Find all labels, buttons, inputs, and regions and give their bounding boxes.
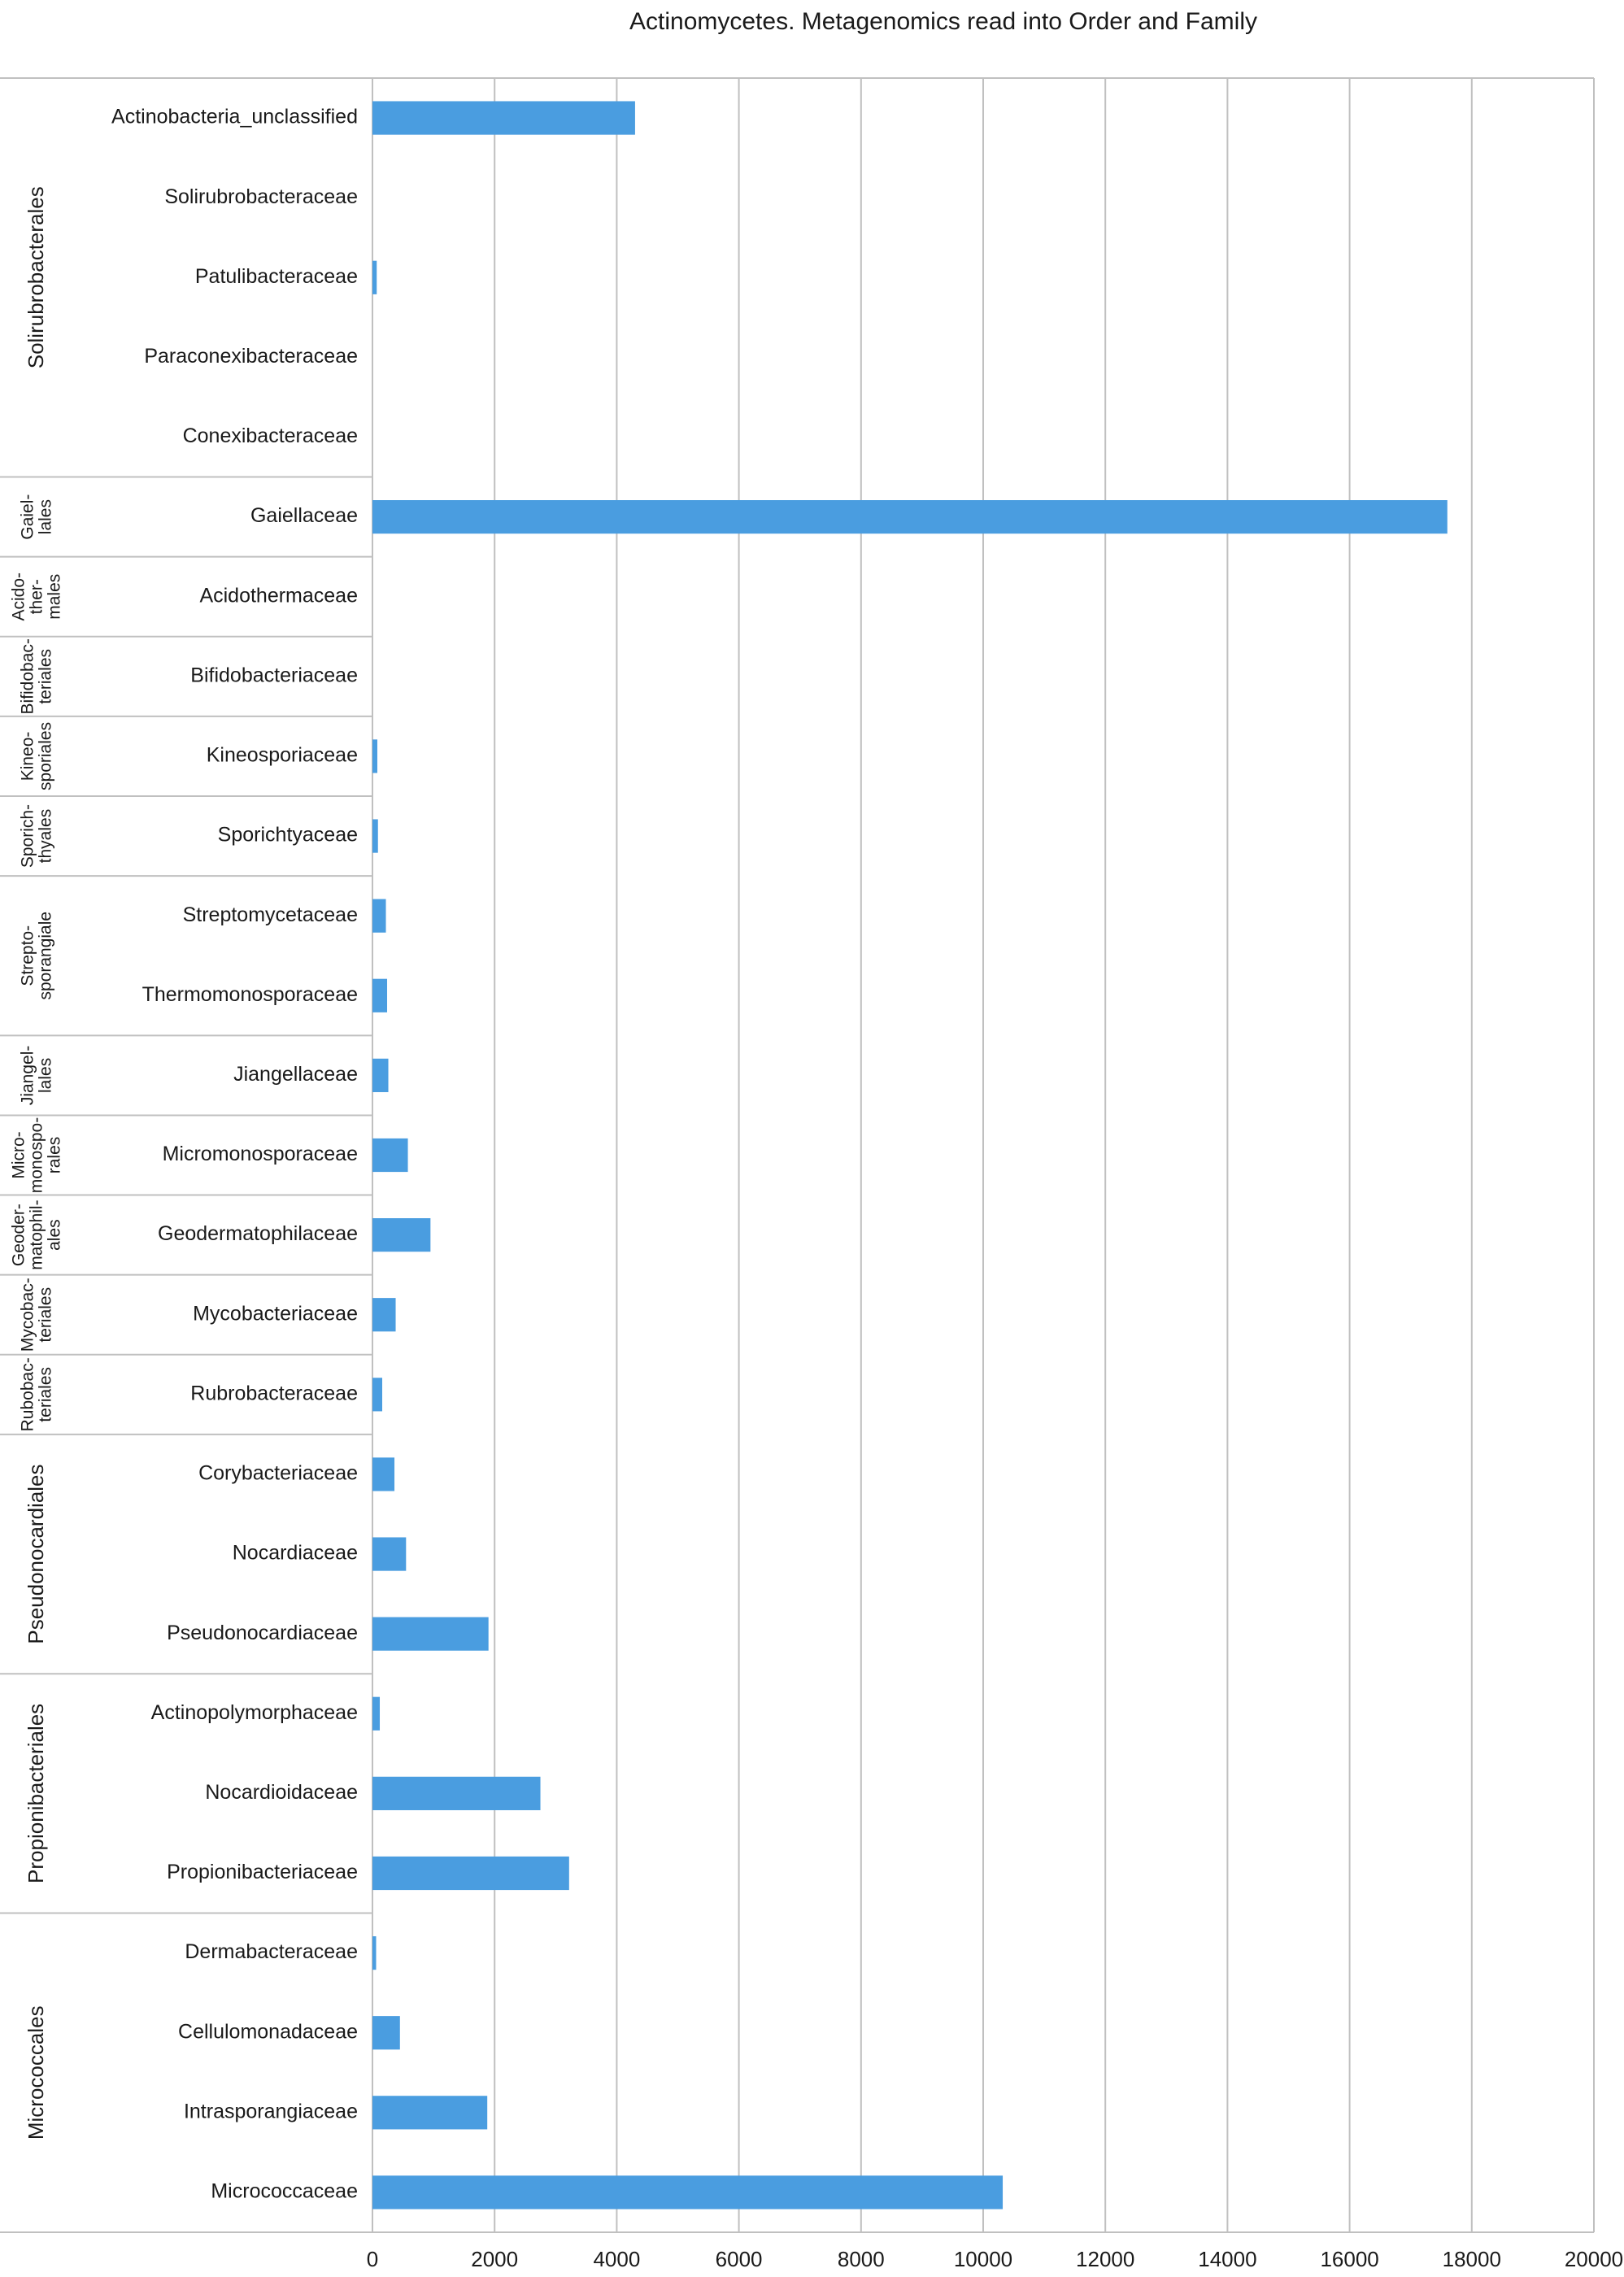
bars (372, 101, 1448, 2209)
group-label-line: Kineo- (18, 731, 37, 781)
group-label-line: sporiales (36, 721, 55, 790)
group-label-11 (18, 1357, 54, 1431)
category-label-20: Actinopolymorphaceae (150, 1700, 358, 1724)
bar-26 (372, 2175, 1003, 2209)
bar-19 (372, 1617, 489, 1651)
category-label-1: Solirubrobacteraceae (164, 185, 358, 208)
category-label-9: Sporichtyaceae (217, 823, 358, 847)
bar-15 (372, 1298, 396, 1331)
bar-25 (372, 2096, 487, 2129)
group-label-14 (24, 2005, 48, 2140)
category-label-8: Kineosporiaceae (206, 743, 358, 767)
bar-10 (372, 899, 386, 933)
category-labels (111, 106, 358, 2203)
group-label-line: ther- (27, 579, 46, 615)
category-label-0: Actinobacteria_unclassified (111, 105, 358, 128)
group-label-line: sporangiale (36, 911, 55, 1000)
category-label-21: Nocardioidaceae (205, 1780, 358, 1804)
group-label-line: Sporich- (18, 803, 37, 869)
x-axis-tick-labels (367, 2247, 1623, 2271)
bar-9 (372, 819, 378, 852)
category-label-7: Bifidobacteriaceae (190, 664, 358, 687)
group-label-line: lales (36, 499, 55, 535)
category-label-19: Pseudonocardiaceae (167, 1621, 358, 1644)
group-label-7 (18, 1046, 54, 1106)
group-label-line: lales (36, 1057, 55, 1093)
group-label-10 (18, 1278, 54, 1352)
group-label-line: Pseudonocardiales (24, 1464, 49, 1644)
x-tick-label-0: 0 (366, 2247, 379, 2271)
group-label-line: Geoder- (9, 1204, 28, 1267)
group-label-line: teriales (36, 1366, 55, 1422)
group-label-1 (18, 494, 54, 540)
group-label-line: Acido- (9, 572, 28, 621)
group-label-line: Mycobac- (18, 1278, 37, 1352)
group-label-line: teriales (36, 1287, 55, 1343)
group-label-6 (18, 912, 54, 1000)
group-label-line: Gaiel- (18, 494, 37, 540)
bar-21 (372, 1777, 541, 1810)
group-label-line: Bifidobac- (18, 638, 37, 715)
x-tick-label-8: 16000 (1320, 2247, 1379, 2271)
chart-title: Actinomycetes. Metagenomics read into Order and Family (629, 8, 1257, 35)
group-label-line: Micro- (9, 1131, 28, 1179)
x-tick-label-5: 10000 (953, 2247, 1013, 2271)
group-label-3 (18, 638, 54, 714)
bar-13 (372, 1138, 408, 1172)
category-label-23: Dermabacteraceae (185, 1940, 358, 1964)
group-label-line: Rubobac- (18, 1357, 37, 1432)
x-tick-label-4: 8000 (837, 2247, 885, 2271)
group-label-line: Solirubrobacterales (24, 186, 49, 369)
grid (372, 78, 1594, 2232)
group-label-line: rales (45, 1136, 64, 1174)
category-label-15: Mycobacteriaceae (193, 1302, 358, 1326)
bar-14 (372, 1218, 430, 1252)
x-tick-label-9: 18000 (1442, 2247, 1501, 2271)
bar-24 (372, 2016, 400, 2049)
group-label-line: Micrococcales (24, 2005, 49, 2140)
category-label-4: Conexibacteraceae (182, 424, 358, 448)
group-label-4 (18, 722, 54, 790)
bar-2 (372, 261, 377, 294)
x-tick-label-1: 2000 (471, 2247, 519, 2271)
group-label-line: monospo- (27, 1117, 46, 1194)
category-label-2: Patulibacteraceae (194, 264, 358, 288)
group-label-13 (24, 1704, 48, 1883)
group-label-line: teriales (36, 648, 55, 704)
x-tick-label-7: 14000 (1198, 2247, 1257, 2271)
group-label-8 (9, 1117, 63, 1193)
category-label-12: Jiangellaceae (233, 1062, 358, 1086)
group-label-line: matophil- (27, 1199, 46, 1270)
category-label-25: Intrasporangiaceae (183, 2100, 358, 2123)
group-label-5 (18, 804, 54, 868)
x-tick-label-2: 4000 (593, 2247, 641, 2271)
group-label-0 (24, 186, 48, 368)
group-label-12 (24, 1464, 48, 1644)
group-label-line: thyales (36, 808, 55, 864)
bar-17 (372, 1457, 394, 1491)
category-label-13: Micromonosporaceae (162, 1143, 358, 1166)
category-label-14: Geodermatophilaceae (158, 1222, 358, 1246)
bar-5 (372, 500, 1448, 533)
group-label-2 (9, 573, 63, 621)
category-label-6: Acidothermaceae (199, 584, 358, 607)
category-label-3: Paraconexibacteraceae (144, 344, 358, 368)
category-label-18: Nocardiaceae (232, 1541, 358, 1565)
category-label-24: Cellulomonadaceae (178, 2020, 358, 2044)
x-tick-label-10: 20000 (1564, 2247, 1624, 2271)
group-label-line: Propionibacteriales (24, 1703, 49, 1883)
bar-18 (372, 1537, 406, 1570)
x-tick-label-3: 6000 (715, 2247, 763, 2271)
bar-0 (372, 101, 635, 134)
x-tick-label-6: 12000 (1076, 2247, 1135, 2271)
bar-23 (372, 1936, 377, 1970)
category-label-5: Gaiellaceae (250, 504, 358, 528)
group-label-line: Strepto- (18, 925, 37, 986)
category-label-16: Rubrobacteraceae (190, 1382, 358, 1405)
group-label-line: Jiangel- (18, 1045, 37, 1106)
bar-20 (372, 1697, 380, 1731)
category-label-11: Thermomonosporaceae (142, 982, 358, 1006)
bar-11 (372, 979, 387, 1012)
category-label-17: Corybacteriaceae (198, 1461, 358, 1485)
category-label-26: Micrococcaceae (211, 2179, 358, 2203)
category-label-10: Streptomycetaceae (182, 903, 358, 926)
bar-22 (372, 1857, 569, 1890)
group-label-line: ales (45, 1219, 64, 1251)
group-label-line: males (45, 573, 64, 620)
category-label-22: Propionibacteriaceae (167, 1861, 358, 1884)
group-label-9 (9, 1199, 63, 1269)
bar-16 (372, 1378, 382, 1411)
bar-8 (372, 739, 377, 773)
bar-12 (372, 1059, 389, 1092)
